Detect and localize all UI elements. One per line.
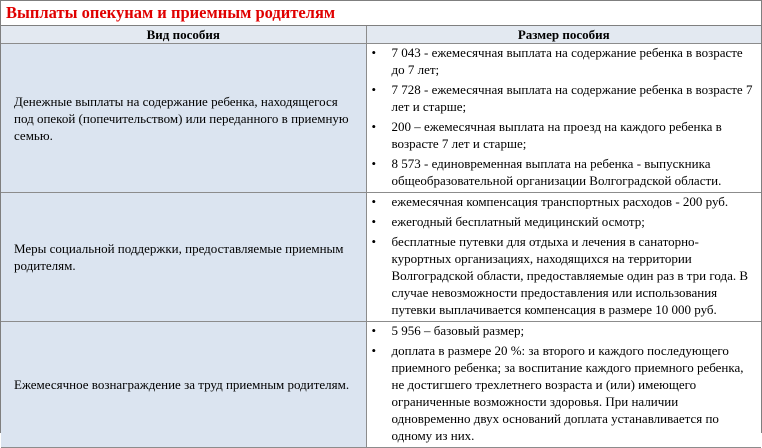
list-item: • бесплатные путевки для отдыха и лечения в санаторно-курортных организациях, находящихся на территории Волгоградской области, предоставляемые один раз в три года. В случае невозможности предоставления или использования путевки выплачивается компенсация в размере 10 000 руб. (371, 234, 749, 317)
list-item: • ежегодный бесплатный медицинский осмотр; (371, 214, 645, 229)
table-row (1, 193, 761, 322)
benefit-type-cell: Меры социальной поддержки, предоставляемые приемным родителям. (1, 193, 366, 322)
header-benefit-amount: Размер пособия (366, 26, 761, 44)
table-row (1, 322, 761, 448)
bullet-icon: • (371, 82, 377, 97)
bullet-icon: • (371, 214, 377, 229)
list-item: • 7 728 - ежемесячная выплата на содержание ребенка в возрасте 7 лет и старше; (371, 82, 753, 114)
bullet-icon: • (371, 156, 377, 171)
bullet-icon: • (371, 323, 377, 338)
amount-list (371, 193, 757, 318)
amount-list (371, 322, 757, 444)
benefit-amount-cell (366, 322, 761, 448)
bullet-icon: • (371, 194, 377, 209)
list-item: • 200 – ежемесячная выплата на проезд на каждого ребенка в возрасте 7 лет и старше; (371, 119, 722, 151)
benefit-amount-cell (366, 193, 761, 322)
benefit-type-cell: Ежемесячное вознаграждение за труд приемным родителям. (1, 322, 366, 448)
document-title: Выплаты опекунам и приемным родителям (1, 1, 761, 26)
bullet-icon: • (371, 234, 377, 249)
amount-list (371, 44, 757, 189)
bullet-icon: • (371, 45, 377, 60)
table-row (1, 44, 761, 193)
list-item: • доплата в размере 20 %: за второго и каждого последующего приемного ребенка; за воспитание каждого приемного ребенка, не достигшего трехлетнего возраста и (или) имеющего ограниченные возможности здоровья. При наличии одновременно двух оснований доплата устанавливается по одному из них. (371, 343, 744, 443)
list-item: • ежемесячная компенсация транспортных расходов - 200 руб. (371, 194, 729, 209)
benefit-amount-cell (366, 44, 761, 193)
list-item: • 7 043 - ежемесячная выплата на содержание ребенка в возрасте до 7 лет; (371, 45, 743, 77)
bullet-icon: • (371, 119, 377, 134)
list-item: • 5 956 – базовый размер; (371, 323, 525, 338)
benefit-type-cell: Денежные выплаты на содержание ребенка, находящегося под опекой (попечительством) или переданного в приемную семью. (1, 44, 366, 193)
payments-table (1, 26, 761, 448)
bullet-icon: • (371, 343, 377, 358)
header-benefit-type: Вид пособия (1, 26, 366, 44)
table-header-row (1, 26, 761, 44)
list-item: • 8 573 - единовременная выплата на ребенка - выпускника общеобразовательной организации Волгоградской области. (371, 156, 722, 188)
